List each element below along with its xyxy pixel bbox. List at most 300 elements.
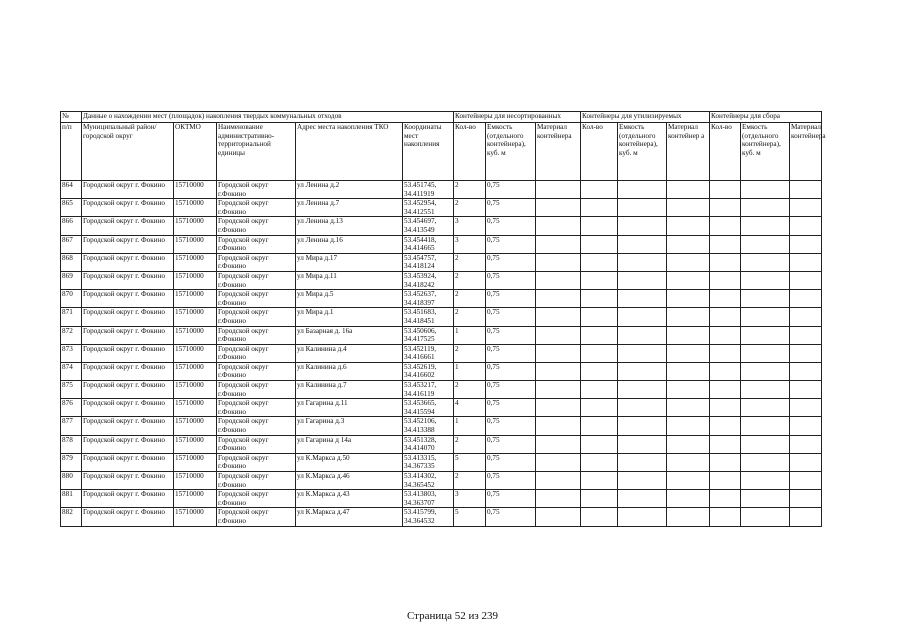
- table-row: [61, 472, 822, 490]
- cell-count: 2: [454, 199, 486, 217]
- cell-municipal: Городской округ г. Фокино: [82, 290, 174, 308]
- col-header-municipal: Муниципальный район/городской округ: [82, 123, 174, 181]
- cell-capacity: 0,75: [486, 271, 536, 289]
- cell-municipal: Городской округ г. Фокино: [82, 308, 174, 326]
- cell-coords: 53.452954, 34.412551: [403, 199, 454, 217]
- col-header-pp: п/п: [61, 123, 82, 181]
- row-number: 865: [61, 199, 82, 217]
- cell-empty: [741, 271, 790, 289]
- cell-empty: [741, 417, 790, 435]
- cell-empty: [581, 417, 618, 435]
- cell-empty: [790, 253, 822, 271]
- table-row: [61, 490, 822, 508]
- cell-coords: 53.452619, 34.416602: [403, 362, 454, 380]
- row-number: 867: [61, 235, 82, 253]
- cell-empty: [741, 253, 790, 271]
- cell-coords: 53.454418, 34.414665: [403, 235, 454, 253]
- cell-empty: [710, 508, 741, 526]
- cell-count: 2: [454, 290, 486, 308]
- col-header-capacity-3: Емкость (отдельного контейнера), куб. м: [741, 123, 790, 181]
- cell-coords: 53.454757, 34.418124: [403, 253, 454, 271]
- cell-oktmo: 15710000: [174, 399, 217, 417]
- cell-coords: 53.413803, 34.363707: [403, 490, 454, 508]
- cell-empty: [790, 435, 822, 453]
- row-number: 872: [61, 326, 82, 344]
- cell-empty: [741, 362, 790, 380]
- cell-oktmo: 15710000: [174, 362, 217, 380]
- cell-capacity: 0,75: [486, 435, 536, 453]
- cell-empty: [667, 453, 710, 471]
- cell-empty: [741, 235, 790, 253]
- table-row: [61, 344, 822, 362]
- cell-capacity: 0,75: [486, 217, 536, 235]
- group-header-recycle: Контейнеры для утилизируемых: [581, 112, 710, 123]
- cell-empty: [741, 344, 790, 362]
- cell-empty: [618, 290, 667, 308]
- cell-coords: 53.452637, 34.418397: [403, 290, 454, 308]
- cell-count: 5: [454, 508, 486, 526]
- col-header-count-2: Кол-во: [581, 123, 618, 181]
- col-header-capacity: Емкость (отдельного контейнера), куб. м: [486, 123, 536, 181]
- cell-address: ул К.Маркса д.50: [296, 453, 403, 471]
- cell-empty: [581, 490, 618, 508]
- cell-empty: [741, 453, 790, 471]
- cell-empty: [536, 235, 581, 253]
- cell-empty: [667, 199, 710, 217]
- cell-capacity: 0,75: [486, 453, 536, 471]
- cell-empty: [667, 381, 710, 399]
- cell-coords: 53.413315, 34.367335: [403, 453, 454, 471]
- cell-count: 5: [454, 453, 486, 471]
- cell-count: 2: [454, 253, 486, 271]
- cell-empty: [536, 508, 581, 526]
- cell-territory: Городской округ г.Фокино: [217, 217, 296, 235]
- table-body: [61, 181, 822, 527]
- cell-empty: [667, 181, 710, 199]
- cell-empty: [710, 199, 741, 217]
- cell-empty: [710, 472, 741, 490]
- cell-address: ул Мира д.1: [296, 308, 403, 326]
- cell-count: 3: [454, 235, 486, 253]
- cell-oktmo: 15710000: [174, 253, 217, 271]
- cell-municipal: Городской округ г. Фокино: [82, 399, 174, 417]
- cell-empty: [618, 417, 667, 435]
- table-row: [61, 381, 822, 399]
- cell-empty: [581, 326, 618, 344]
- cell-territory: Городской округ г.Фокино: [217, 271, 296, 289]
- cell-count: 1: [454, 417, 486, 435]
- col-header-count: Кол-во: [454, 123, 486, 181]
- cell-empty: [536, 399, 581, 417]
- cell-territory: Городской округ г.Фокино: [217, 253, 296, 271]
- cell-empty: [667, 362, 710, 380]
- cell-empty: [618, 381, 667, 399]
- cell-empty: [710, 417, 741, 435]
- cell-territory: Городской округ г.Фокино: [217, 235, 296, 253]
- col-header-oktmo: ОКТМО: [174, 123, 217, 181]
- cell-empty: [741, 326, 790, 344]
- cell-empty: [618, 271, 667, 289]
- cell-count: 3: [454, 217, 486, 235]
- cell-empty: [790, 199, 822, 217]
- cell-empty: [710, 253, 741, 271]
- col-header-material-3: Материал контейнера: [790, 123, 822, 181]
- table-row: [61, 326, 822, 344]
- cell-empty: [581, 472, 618, 490]
- col-header-capacity-2: Емкость (отдельного контейнера), куб. м: [618, 123, 667, 181]
- cell-empty: [536, 326, 581, 344]
- cell-empty: [581, 290, 618, 308]
- cell-empty: [667, 508, 710, 526]
- cell-oktmo: 15710000: [174, 472, 217, 490]
- cell-coords: 53.454697, 34.413549: [403, 217, 454, 235]
- cell-address: ул Калинина д.4: [296, 344, 403, 362]
- cell-oktmo: 15710000: [174, 490, 217, 508]
- cell-empty: [790, 308, 822, 326]
- cell-capacity: 0,75: [486, 490, 536, 508]
- cell-municipal: Городской округ г. Фокино: [82, 508, 174, 526]
- row-number: 870: [61, 290, 82, 308]
- cell-empty: [536, 271, 581, 289]
- cell-empty: [581, 253, 618, 271]
- cell-empty: [536, 490, 581, 508]
- row-number: 868: [61, 253, 82, 271]
- cell-count: 2: [454, 181, 486, 199]
- cell-empty: [790, 362, 822, 380]
- cell-empty: [741, 435, 790, 453]
- cell-empty: [618, 435, 667, 453]
- cell-municipal: Городской округ г. Фокино: [82, 181, 174, 199]
- col-header-material-2: Материал контейнер а: [667, 123, 710, 181]
- cell-empty: [581, 453, 618, 471]
- cell-empty: [790, 326, 822, 344]
- cell-municipal: Городской округ г. Фокино: [82, 199, 174, 217]
- cell-territory: Городской округ г.Фокино: [217, 399, 296, 417]
- cell-address: ул Ленина д.2: [296, 181, 403, 199]
- cell-capacity: 0,75: [486, 381, 536, 399]
- cell-empty: [710, 235, 741, 253]
- row-number: 864: [61, 181, 82, 199]
- cell-empty: [790, 217, 822, 235]
- cell-empty: [710, 308, 741, 326]
- cell-empty: [536, 199, 581, 217]
- cell-empty: [790, 381, 822, 399]
- cell-empty: [790, 271, 822, 289]
- cell-count: 2: [454, 472, 486, 490]
- cell-empty: [710, 453, 741, 471]
- cell-empty: [667, 290, 710, 308]
- row-number: 869: [61, 271, 82, 289]
- cell-empty: [536, 381, 581, 399]
- cell-count: 2: [454, 435, 486, 453]
- cell-empty: [618, 490, 667, 508]
- cell-municipal: Городской округ г. Фокино: [82, 217, 174, 235]
- cell-empty: [581, 271, 618, 289]
- cell-empty: [710, 344, 741, 362]
- cell-empty: [667, 217, 710, 235]
- row-number: 880: [61, 472, 82, 490]
- row-number: 874: [61, 362, 82, 380]
- cell-empty: [667, 472, 710, 490]
- cell-territory: Городской округ г.Фокино: [217, 417, 296, 435]
- cell-empty: [536, 472, 581, 490]
- cell-address: ул Мира д.17: [296, 253, 403, 271]
- cell-empty: [581, 235, 618, 253]
- cell-territory: Городской округ г.Фокино: [217, 181, 296, 199]
- cell-address: ул Калинина д.6: [296, 362, 403, 380]
- cell-oktmo: 15710000: [174, 199, 217, 217]
- col-header-coords: Координаты мест накопления: [403, 123, 454, 181]
- cell-empty: [581, 435, 618, 453]
- cell-count: 2: [454, 381, 486, 399]
- cell-address: ул Ленина д.13: [296, 217, 403, 235]
- cell-municipal: Городской округ г. Фокино: [82, 472, 174, 490]
- cell-empty: [790, 181, 822, 199]
- cell-empty: [536, 181, 581, 199]
- cell-territory: Городской округ г.Фокино: [217, 290, 296, 308]
- cell-empty: [536, 308, 581, 326]
- cell-empty: [618, 399, 667, 417]
- cell-oktmo: 15710000: [174, 290, 217, 308]
- col-header-no: №: [61, 112, 82, 123]
- cell-capacity: 0,75: [486, 399, 536, 417]
- col-header-territory: Наименование административно-территориальной единицы: [217, 123, 296, 181]
- row-number: 882: [61, 508, 82, 526]
- cell-empty: [536, 417, 581, 435]
- cell-empty: [667, 344, 710, 362]
- cell-address: ул Гагарина д.3: [296, 417, 403, 435]
- cell-empty: [618, 235, 667, 253]
- cell-coords: 53.452119, 34.416661: [403, 344, 454, 362]
- cell-oktmo: 15710000: [174, 181, 217, 199]
- cell-empty: [741, 508, 790, 526]
- cell-empty: [667, 435, 710, 453]
- cell-municipal: Городской округ г. Фокино: [82, 271, 174, 289]
- cell-empty: [741, 490, 790, 508]
- cell-empty: [790, 399, 822, 417]
- cell-empty: [710, 399, 741, 417]
- col-header-count-3: Кол-во: [710, 123, 741, 181]
- cell-address: ул К.Маркса д.47: [296, 508, 403, 526]
- page-number: Страница 52 из 239: [406, 610, 499, 622]
- table-row: [61, 290, 822, 308]
- cell-empty: [790, 417, 822, 435]
- cell-empty: [536, 217, 581, 235]
- group-header-separate: Контейнеры для сбора: [710, 112, 822, 123]
- cell-count: 4: [454, 399, 486, 417]
- cell-empty: [536, 344, 581, 362]
- cell-empty: [581, 199, 618, 217]
- cell-territory: Городской округ г.Фокино: [217, 308, 296, 326]
- cell-capacity: 0,75: [486, 253, 536, 271]
- cell-oktmo: 15710000: [174, 344, 217, 362]
- cell-capacity: 0,75: [486, 308, 536, 326]
- cell-oktmo: 15710000: [174, 326, 217, 344]
- cell-coords: 53.451328, 34.414070: [403, 435, 454, 453]
- cell-empty: [667, 271, 710, 289]
- cell-municipal: Городской округ г. Фокино: [82, 453, 174, 471]
- cell-empty: [618, 326, 667, 344]
- cell-territory: Городской округ г.Фокино: [217, 381, 296, 399]
- cell-capacity: 0,75: [486, 290, 536, 308]
- cell-oktmo: 15710000: [174, 417, 217, 435]
- cell-empty: [618, 217, 667, 235]
- cell-empty: [710, 181, 741, 199]
- cell-empty: [667, 253, 710, 271]
- cell-count: 1: [454, 362, 486, 380]
- cell-capacity: 0,75: [486, 417, 536, 435]
- cell-address: ул Базарная д. 16а: [296, 326, 403, 344]
- table-row: [61, 308, 822, 326]
- group-header-unsorted: Контейнеры для несортированных: [454, 112, 581, 123]
- cell-empty: [618, 453, 667, 471]
- row-number: 879: [61, 453, 82, 471]
- cell-capacity: 0,75: [486, 344, 536, 362]
- container-sites-table: [60, 111, 826, 527]
- cell-empty: [710, 381, 741, 399]
- cell-address: ул Гагарина д 14а: [296, 435, 403, 453]
- cell-address: ул Гагарина д.11: [296, 399, 403, 417]
- cell-coords: 53.453924, 34.418242: [403, 271, 454, 289]
- cell-municipal: Городской округ г. Фокино: [82, 326, 174, 344]
- cell-capacity: 0,75: [486, 326, 536, 344]
- cell-territory: Городской округ г.Фокино: [217, 435, 296, 453]
- cell-territory: Городской округ г.Фокино: [217, 326, 296, 344]
- cell-empty: [710, 435, 741, 453]
- cell-empty: [790, 453, 822, 471]
- table-row: [61, 253, 822, 271]
- cell-count: 2: [454, 308, 486, 326]
- table-row: [61, 417, 822, 435]
- cell-empty: [581, 399, 618, 417]
- cell-municipal: Городской округ г. Фокино: [82, 435, 174, 453]
- cell-empty: [710, 490, 741, 508]
- cell-empty: [536, 253, 581, 271]
- cell-empty: [667, 399, 710, 417]
- cell-count: 1: [454, 326, 486, 344]
- cell-coords: 53.452106, 34.413388: [403, 417, 454, 435]
- table-row: [61, 181, 822, 199]
- cell-capacity: 0,75: [486, 199, 536, 217]
- cell-empty: [741, 217, 790, 235]
- group-header-location: Данные о нахождении мест (площадок) накопления твердых коммунальных отходов: [82, 112, 454, 123]
- cell-municipal: Городской округ г. Фокино: [82, 253, 174, 271]
- cell-empty: [790, 490, 822, 508]
- cell-territory: Городской округ г.Фокино: [217, 344, 296, 362]
- cell-coords: 53.414302, 34.365452: [403, 472, 454, 490]
- cell-territory: Городской округ г.Фокино: [217, 199, 296, 217]
- cell-empty: [618, 508, 667, 526]
- cell-oktmo: 15710000: [174, 235, 217, 253]
- cell-empty: [618, 344, 667, 362]
- cell-oktmo: 15710000: [174, 381, 217, 399]
- cell-municipal: Городской округ г. Фокино: [82, 490, 174, 508]
- cell-oktmo: 15710000: [174, 308, 217, 326]
- cell-address: ул Мира д.11: [296, 271, 403, 289]
- cell-empty: [536, 362, 581, 380]
- row-number: 875: [61, 381, 82, 399]
- cell-territory: Городской округ г.Фокино: [217, 453, 296, 471]
- cell-address: ул Мира д.5: [296, 290, 403, 308]
- col-header-material: Материал контейнера: [536, 123, 581, 181]
- cell-municipal: Городской округ г. Фокино: [82, 417, 174, 435]
- cell-oktmo: 15710000: [174, 435, 217, 453]
- cell-coords: 53.451745, 34.411919: [403, 181, 454, 199]
- cell-address: ул Ленина д.7: [296, 199, 403, 217]
- cell-municipal: Городской округ г. Фокино: [82, 381, 174, 399]
- cell-empty: [581, 217, 618, 235]
- row-number: 878: [61, 435, 82, 453]
- cell-empty: [667, 490, 710, 508]
- row-number: 876: [61, 399, 82, 417]
- table-row: [61, 235, 822, 253]
- cell-empty: [536, 290, 581, 308]
- cell-capacity: 0,75: [486, 362, 536, 380]
- cell-coords: 53.450606, 34.417525: [403, 326, 454, 344]
- cell-empty: [581, 308, 618, 326]
- cell-empty: [581, 508, 618, 526]
- cell-empty: [741, 308, 790, 326]
- cell-empty: [741, 199, 790, 217]
- table-row: [61, 271, 822, 289]
- cell-empty: [618, 472, 667, 490]
- cell-count: 2: [454, 271, 486, 289]
- cell-empty: [618, 181, 667, 199]
- cell-empty: [536, 453, 581, 471]
- cell-empty: [618, 253, 667, 271]
- cell-empty: [790, 235, 822, 253]
- cell-empty: [710, 362, 741, 380]
- cell-empty: [710, 290, 741, 308]
- table-row: [61, 453, 822, 471]
- cell-address: ул Ленина д.16: [296, 235, 403, 253]
- cell-municipal: Городской округ г. Фокино: [82, 235, 174, 253]
- row-number: 873: [61, 344, 82, 362]
- cell-empty: [618, 308, 667, 326]
- cell-oktmo: 15710000: [174, 217, 217, 235]
- cell-oktmo: 15710000: [174, 453, 217, 471]
- table-row: [61, 435, 822, 453]
- cell-empty: [790, 508, 822, 526]
- row-number: 881: [61, 490, 82, 508]
- cell-empty: [581, 344, 618, 362]
- col-header-address: Адрес места накопления ТКО: [296, 123, 403, 181]
- cell-coords: 53.453665, 34.415594: [403, 399, 454, 417]
- table-row: [61, 362, 822, 380]
- cell-empty: [581, 181, 618, 199]
- cell-territory: Городской округ г.Фокино: [217, 472, 296, 490]
- cell-empty: [790, 290, 822, 308]
- cell-empty: [667, 308, 710, 326]
- cell-oktmo: 15710000: [174, 271, 217, 289]
- cell-empty: [667, 326, 710, 344]
- cell-empty: [667, 417, 710, 435]
- cell-empty: [618, 362, 667, 380]
- table-row: [61, 217, 822, 235]
- cell-empty: [710, 326, 741, 344]
- cell-capacity: 0,75: [486, 181, 536, 199]
- row-number: 877: [61, 417, 82, 435]
- cell-municipal: Городской округ г. Фокино: [82, 362, 174, 380]
- cell-capacity: 0,75: [486, 235, 536, 253]
- row-number: 866: [61, 217, 82, 235]
- cell-address: ул К.Маркса д.46: [296, 472, 403, 490]
- cell-coords: 53.415799, 34.364532: [403, 508, 454, 526]
- cell-empty: [741, 472, 790, 490]
- cell-empty: [536, 435, 581, 453]
- cell-capacity: 0,75: [486, 472, 536, 490]
- cell-oktmo: 15710000: [174, 508, 217, 526]
